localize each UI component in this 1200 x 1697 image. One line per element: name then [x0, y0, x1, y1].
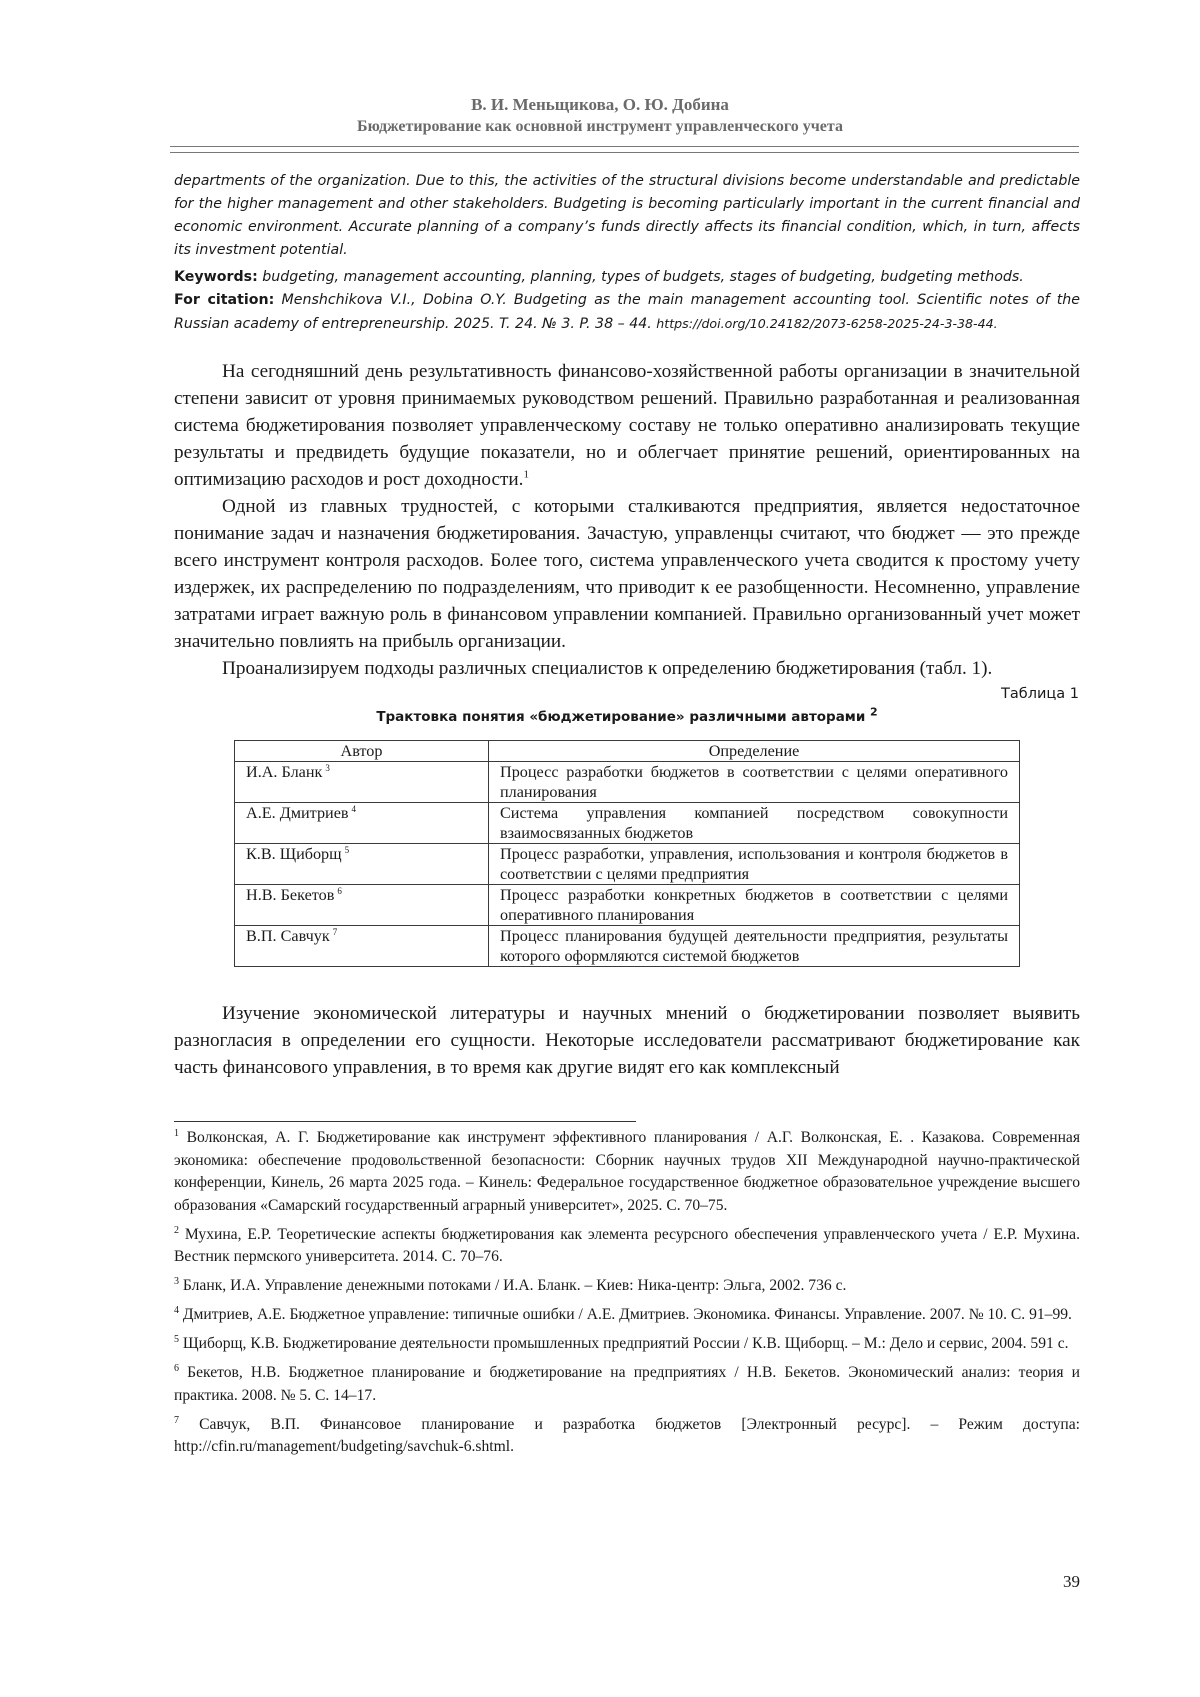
definition-cell: Процесс разработки, управления, использования и контроля бюджетов в соответствии с целями предприятия — [489, 844, 1020, 885]
column-header-author: Автор — [235, 741, 489, 762]
doi-link[interactable]: https://doi.org/10.24182/2073-6258-2025-24-3-38-44. — [656, 316, 998, 331]
footnote-item — [174, 1224, 1080, 1269]
footnote-number: 5 — [174, 1333, 179, 1345]
footnote-text: Бланк, И.А. Управление денежными потоками / И.А. Бланк. – Киев: Ника-центр: Эльга, 2002. 736 с. — [182, 1277, 847, 1294]
definition-cell: Система управления компанией посредством совокупности взаимосвязанных бюджетов — [489, 803, 1020, 844]
footnote-item — [174, 1304, 1080, 1327]
author-footnote-ref[interactable]: 5 — [344, 844, 350, 855]
table-row — [235, 926, 1020, 967]
body-text-lower — [174, 1000, 1080, 1081]
footnote-number: 3 — [174, 1275, 179, 1287]
author-cell — [235, 885, 489, 926]
footnotes — [174, 1127, 1080, 1465]
footnote-text: Савчук, В.П. Финансовое планирование и разработка бюджетов [Электронный ресурс]. – Режим доступа: http://cfin.ru/management/budgeting/savchuk-6.shtml. — [174, 1415, 1080, 1455]
table-title-text: Трактовка понятия «бюджетирование» различными авторами — [376, 709, 866, 725]
footnote-item — [174, 1362, 1080, 1407]
author-name: А.Е. Дмитриев — [246, 804, 349, 822]
footnote-ref-1[interactable]: 1 — [523, 468, 529, 481]
author-name: В.П. Савчук — [246, 927, 330, 945]
footnote-separator — [174, 1121, 636, 1122]
footnote-text: Дмитриев, А.Е. Бюджетное управление: типичные ошибки / А.Е. Дмитриев. Экономика. Финансы. Управление. 2007. № 10. С. 91–99. — [182, 1306, 1072, 1323]
author-cell — [235, 926, 489, 967]
header-rule-top — [170, 146, 1079, 147]
paragraph-1-text: На сегодняшний день результативность финансово-хозяйственной работы организации в значительной степени зависит от уровня принимаемых руководством решений. Правильно разработанная и реализованная система бюджетирования позволяет управленческому составу не только оперативно анализировать текущие результаты и предвидеть будущие показатели, но и облегчает принятие решений, ориентированных на оптимизацию расходов и рост доходности. — [174, 361, 1080, 490]
author-cell — [235, 844, 489, 885]
footnote-number: 2 — [174, 1224, 179, 1236]
header-article-title: Бюджетирование как основной инструмент управленческого учета — [357, 118, 843, 135]
definitions-table — [234, 740, 1020, 967]
footnote-item — [174, 1127, 1080, 1217]
footnote-item — [174, 1414, 1080, 1459]
footnote-text: Щиборщ, К.В. Бюджетирование деятельности промышленных предприятий России / К.В. Щиборщ. – М.: Дело и сервис, 2004. 591 с. — [182, 1335, 1069, 1352]
table-row — [235, 762, 1020, 803]
footnote-number: 7 — [174, 1414, 179, 1426]
definition-cell: Процесс планирования будущей деятельности предприятия, результаты которого оформляются системой бюджетов — [489, 926, 1020, 967]
author-name: Н.В. Бекетов — [246, 886, 335, 904]
table-row — [235, 885, 1020, 926]
table-header-row — [235, 741, 1020, 762]
author-cell — [235, 803, 489, 844]
footnote-number: 6 — [174, 1362, 179, 1374]
keywords-text: budgeting, management accounting, planning, types of budgets, stages of budgeting, budgeting methods. — [262, 269, 1024, 285]
footnote-text: Мухина, Е.Р. Теоретические аспекты бюджетирования как элемента ресурсного обеспечения управленческого учета / Е.Р. Мухина. Вестник пермского университета. 2014. С. 70–76. — [174, 1225, 1081, 1265]
footnote-number: 1 — [174, 1127, 179, 1139]
definition-cell: Процесс разработки бюджетов в соответствии с целями оперативного планирования — [489, 762, 1020, 803]
table-number: Таблица 1 — [1001, 686, 1079, 702]
table-title-footnote-ref[interactable]: 2 — [870, 705, 878, 719]
author-footnote-ref[interactable]: 4 — [351, 803, 357, 814]
keywords-label: Keywords: — [174, 269, 258, 285]
paragraph-3: Проанализируем подходы различных специалистов к определению бюджетирования (табл. 1). — [222, 658, 993, 679]
header-authors: В. И. Меньщикова, О. Ю. Добина — [471, 95, 729, 114]
footnote-item — [174, 1333, 1080, 1356]
author-name: И.А. Бланк — [246, 763, 323, 781]
footnote-text: Бекетов, Н.В. Бюджетное планирование и бюджетирование на предприятиях / Н.В. Бекетов. Экономический анализ: теория и практика. 2008. № 5. С. 14–17. — [174, 1364, 1080, 1404]
running-header — [0, 94, 1200, 138]
definition-cell: Процесс разработки конкретных бюджетов в соответствии с целями оперативного планирования — [489, 885, 1020, 926]
footnote-number: 4 — [174, 1304, 179, 1316]
table-row — [235, 803, 1020, 844]
citation-line — [174, 289, 1080, 336]
abstract-text: departments of the organization. Due to this, the activities of the structural divisions become understandable and predictable for the higher management and other stakeholders. Budgeting is becoming particularly important in the current financial and economic environment. Accurate planning of a company’s funds directly affects its financial condition, which, in turn, affects its investment potential. — [174, 173, 1080, 258]
english-abstract — [174, 170, 1080, 336]
body-text-upper — [174, 358, 1080, 682]
table-title — [174, 707, 1080, 727]
paragraph-1 — [174, 358, 1080, 493]
citation-label: For citation: — [174, 292, 275, 308]
paragraph-2: Одной из главных трудностей, с которыми сталкиваются предприятия, является недостаточное понимание задач и назначения бюджетирования. Зачастую, управленцы считают, что бюджет — это прежде всего инструмент контроля расходов. Более того, система управленческого учета сводится к простому учету издержек, их распределению по подразделениям, что приводит к ее разобщенности. Несомненно, управление затратами играет важную роль в финансовом управлении компанией. Правильно организованный учет может значительно повлиять на прибыль организации. — [174, 496, 1080, 652]
footnote-text: Волконская, А. Г. Бюджетирование как инструмент эффективного планирования / А.Г. Волконская, Е. . Казакова. Современная экономика: обеспечение продовольственной безопасности: Сборник научных трудов XII Международной научно-практической конференции, Кинель, 26 марта 2025 года. – Кинель: Федеральное государственное бюджетное образовательное учреждение высшего образования «Самарский государственный аграрный университет», 2025. С. 70–75. — [174, 1129, 1081, 1214]
author-name: К.В. Щиборщ — [246, 845, 342, 863]
table-row — [235, 844, 1020, 885]
page-number: 39 — [1063, 1572, 1080, 1591]
author-footnote-ref[interactable]: 3 — [325, 762, 330, 773]
citation-text: Menshchikova V.I., Dobina O.Y. Budgeting as the main management accounting tool. Scientific notes of the Russian academy of entrepreneurship. 2025. T. 24. № 3. P. 38 – 44. — [174, 292, 1080, 332]
header-rule-bottom — [170, 152, 1079, 153]
footnote-item — [174, 1275, 1080, 1298]
column-header-definition: Определение — [489, 741, 1020, 762]
author-footnote-ref[interactable]: 7 — [332, 926, 338, 937]
paragraph-4: Изучение экономической литературы и научных мнений о бюджетировании позволяет выявить разногласия в определении его сущности. Некоторые исследователи рассматривают бюджетирование как часть финансового управления, в то время как другие видят его как комплексный — [174, 1003, 1080, 1078]
keywords-line — [174, 266, 1080, 289]
author-cell — [235, 762, 489, 803]
author-footnote-ref[interactable]: 6 — [337, 885, 342, 896]
